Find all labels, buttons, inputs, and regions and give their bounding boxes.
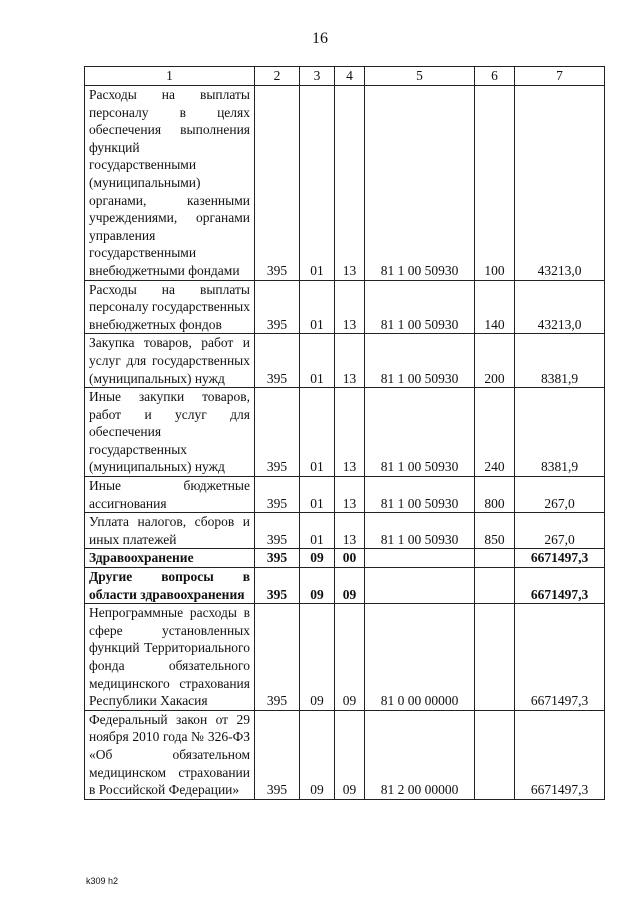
header-cell: 2 <box>255 67 300 86</box>
code-cell-6: 800 <box>475 477 515 513</box>
code-cell-2: 395 <box>255 388 300 477</box>
table-row <box>85 513 605 549</box>
code-cell-3: 01 <box>300 334 335 388</box>
code-cell-6: 240 <box>475 388 515 477</box>
code-cell-3: 01 <box>300 86 335 281</box>
row-name-cell: Уплата налогов, сборов и иных платежей <box>85 513 255 549</box>
table-row <box>85 604 605 711</box>
code-cell-5 <box>365 568 475 604</box>
row-name-cell: Непрограммные расходы в сфере установленных функций Территориального фонда обязательного медицинского страхования Республики Хакасия <box>85 604 255 711</box>
amount-cell: 6671497,3 <box>515 568 605 604</box>
code-cell-6 <box>475 568 515 604</box>
code-cell-6 <box>475 710 515 799</box>
code-cell-4: 13 <box>335 86 365 281</box>
header-cell: 1 <box>85 67 255 86</box>
code-cell-5: 81 1 00 50930 <box>365 86 475 281</box>
code-cell-4: 13 <box>335 513 365 549</box>
row-name-cell: Здравоохранение <box>85 549 255 568</box>
code-cell-2: 395 <box>255 710 300 799</box>
row-name-cell: Закупка товаров, работ и услуг для государственных (муниципальных) нужд <box>85 334 255 388</box>
table-row <box>85 388 605 477</box>
code-cell-5: 81 1 00 50930 <box>365 334 475 388</box>
code-cell-6 <box>475 604 515 711</box>
row-name-cell: Федеральный закон от 29 ноября 2010 года № 326-ФЗ «Об обязательном медицинском страховании в Российской Федерации» <box>85 710 255 799</box>
code-cell-4: 13 <box>335 477 365 513</box>
page-number: 16 <box>312 30 328 47</box>
row-name-cell: Расходы на выплаты персоналу в целях обеспечения выполнения функций государственными (муниципальными) органами, казенными учреждениями, органами управления государственными внебюджетными фондами <box>85 86 255 281</box>
row-name-cell: Иные бюджетные ассигнования <box>85 477 255 513</box>
amount-cell: 267,0 <box>515 477 605 513</box>
code-cell-3: 01 <box>300 280 335 334</box>
table-row <box>85 568 605 604</box>
amount-cell: 267,0 <box>515 513 605 549</box>
table-row <box>85 477 605 513</box>
table-row <box>85 280 605 334</box>
code-cell-3: 01 <box>300 477 335 513</box>
header-cell: 7 <box>515 67 605 86</box>
amount-cell: 8381,9 <box>515 334 605 388</box>
table-body <box>85 67 605 800</box>
code-cell-3: 01 <box>300 513 335 549</box>
code-cell-4: 09 <box>335 604 365 711</box>
code-cell-2: 395 <box>255 568 300 604</box>
footer-code: k309 h2 <box>86 876 119 886</box>
amount-cell: 43213,0 <box>515 86 605 281</box>
code-cell-6: 100 <box>475 86 515 281</box>
code-cell-2: 395 <box>255 477 300 513</box>
code-cell-4: 00 <box>335 549 365 568</box>
code-cell-3: 09 <box>300 604 335 711</box>
code-cell-2: 395 <box>255 513 300 549</box>
header-cell: 5 <box>365 67 475 86</box>
amount-cell: 6671497,3 <box>515 549 605 568</box>
code-cell-5: 81 1 00 50930 <box>365 477 475 513</box>
code-cell-2: 395 <box>255 549 300 568</box>
table-header-row <box>85 67 605 86</box>
code-cell-4: 13 <box>335 334 365 388</box>
code-cell-3: 09 <box>300 549 335 568</box>
table-row <box>85 334 605 388</box>
code-cell-5: 81 1 00 50930 <box>365 280 475 334</box>
code-cell-2: 395 <box>255 280 300 334</box>
header-cell: 6 <box>475 67 515 86</box>
header-cell: 4 <box>335 67 365 86</box>
code-cell-6: 200 <box>475 334 515 388</box>
budget-table <box>84 66 605 800</box>
row-name-cell: Другие вопросы в области здравоохранения <box>85 568 255 604</box>
table-row <box>85 86 605 281</box>
code-cell-5: 81 0 00 00000 <box>365 604 475 711</box>
amount-cell: 6671497,3 <box>515 604 605 711</box>
code-cell-2: 395 <box>255 86 300 281</box>
header-cell: 3 <box>300 67 335 86</box>
code-cell-4: 13 <box>335 388 365 477</box>
code-cell-3: 09 <box>300 568 335 604</box>
code-cell-2: 395 <box>255 334 300 388</box>
code-cell-4: 09 <box>335 568 365 604</box>
row-name-cell: Расходы на выплаты персоналу государственных внебюджетных фондов <box>85 280 255 334</box>
code-cell-6: 140 <box>475 280 515 334</box>
code-cell-5 <box>365 549 475 568</box>
code-cell-5: 81 1 00 50930 <box>365 513 475 549</box>
amount-cell: 8381,9 <box>515 388 605 477</box>
code-cell-3: 01 <box>300 388 335 477</box>
code-cell-6 <box>475 549 515 568</box>
table-row <box>85 549 605 568</box>
code-cell-5: 81 1 00 50930 <box>365 388 475 477</box>
row-name-cell: Иные закупки товаров, работ и услуг для обеспечения государственных (муниципальных) нужд <box>85 388 255 477</box>
code-cell-3: 09 <box>300 710 335 799</box>
table-row <box>85 710 605 799</box>
amount-cell: 43213,0 <box>515 280 605 334</box>
code-cell-4: 13 <box>335 280 365 334</box>
code-cell-2: 395 <box>255 604 300 711</box>
code-cell-6: 850 <box>475 513 515 549</box>
amount-cell: 6671497,3 <box>515 710 605 799</box>
code-cell-5: 81 2 00 00000 <box>365 710 475 799</box>
code-cell-4: 09 <box>335 710 365 799</box>
